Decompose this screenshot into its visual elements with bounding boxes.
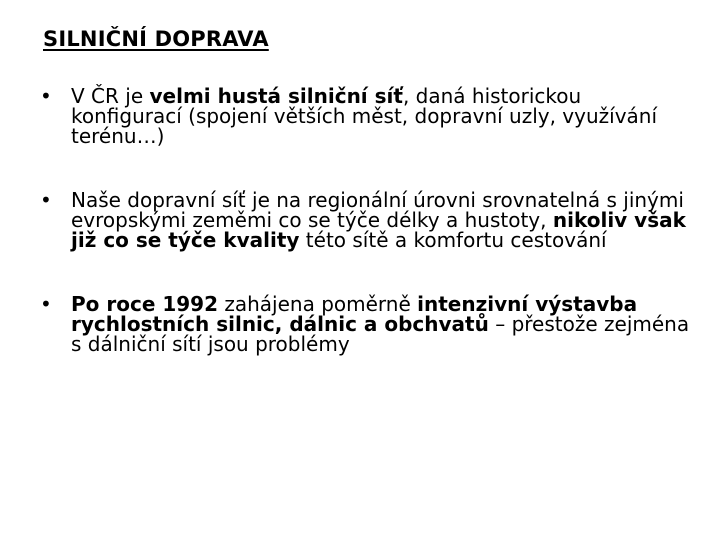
bullet-text: zahájena poměrně: [218, 292, 418, 316]
bullet-emphasis: velmi hustá silniční síť: [149, 84, 403, 108]
bullet-item: [40, 294, 690, 354]
bullet-text: – přestože zejména s dálniční sítí jsou problémy: [71, 312, 690, 356]
bullet-item: [40, 86, 690, 146]
slide-title: SILNIČNÍ DOPRAVA: [43, 27, 269, 51]
bullet-text: V ČR je: [71, 84, 150, 108]
bullet-emphasis: intenzivní výstavba rychlostních silnic, dálnic a obchvatů: [71, 292, 638, 336]
bullet-list: [40, 86, 690, 398]
bullet-text: této sítě a komfortu cestování: [299, 228, 607, 252]
bullet-emphasis: Po roce 1992: [71, 292, 219, 316]
bullet-text: , daná historickou konfigurací (spojení větších měst, dopravní uzly, využívání terénu…): [71, 84, 658, 148]
bullet-marker: •: [40, 188, 52, 212]
bullet-item: [40, 190, 690, 250]
bullet-emphasis: nikoliv však již co se týče kvality: [71, 208, 686, 252]
bullet-marker: •: [40, 84, 52, 108]
bullet-text: Naše dopravní síť je na regionální úrovni srovnatelná s jinými evropskými zeměmi co se týče délky a hustoty,: [71, 188, 684, 232]
bullet-marker: •: [40, 292, 52, 316]
